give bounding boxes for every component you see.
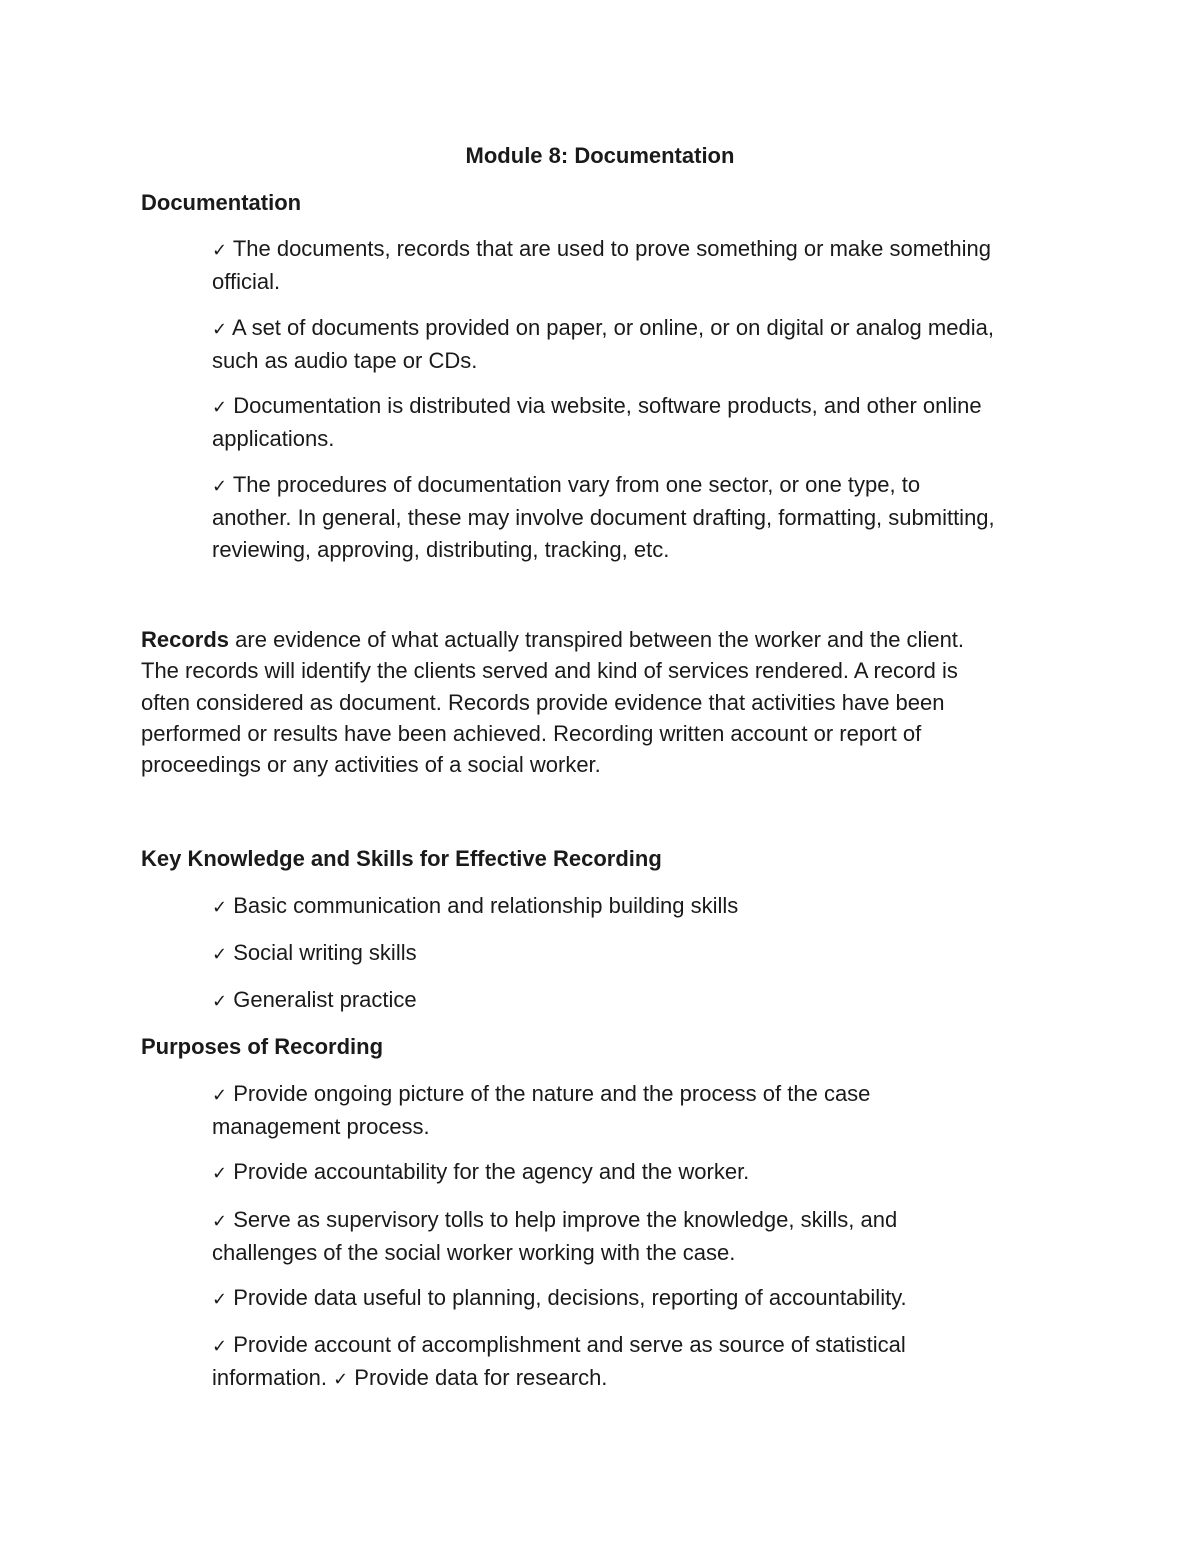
- checkmark-icon: ✓: [212, 1211, 228, 1232]
- bullet-item: ✓ The procedures of documentation vary from one sector, or one type, to another. In general, these may involve document drafting, formatting, submitting, reviewing, approving, distributing, tracking, etc.: [212, 472, 995, 562]
- bullet-item: ✓ Social writing skills: [212, 940, 417, 965]
- checkmark-icon: ✓: [212, 991, 228, 1012]
- bullet-item: ✓ The documents, records that are used to prove something or make something official.: [212, 236, 991, 295]
- bullet-item: ✓ Provide data useful to planning, decisions, reporting of accountability.: [212, 1285, 907, 1310]
- bullet-item: ✓ Serve as supervisory tolls to help improve the knowledge, skills, and challenges of the social worker working with the case.: [212, 1207, 898, 1266]
- checkmark-icon: ✓: [212, 397, 228, 418]
- checkmark-icon: ✓: [212, 1085, 228, 1106]
- section-heading-key-knowledge: Key Knowledge and Skills for Effective Recording: [141, 846, 662, 871]
- records-paragraph: Records are evidence of what actually transpired between the worker and the client. The records will identify the clients served and kind of services rendered. A record is often considered as document. Records provide evidence that activities have been performed or results have been achieved. Recording written account or report of proceedings or any activities of a social worker.: [141, 627, 965, 778]
- bullet-item: ✓ Provide ongoing picture of the nature and the process of the case management process.: [212, 1081, 871, 1140]
- checkmark-icon: ✓: [212, 1336, 228, 1357]
- bullet-item: ✓ A set of documents provided on paper, or online, or on digital or analog media, such as audio tape or CDs.: [212, 315, 994, 374]
- bullet-item: ✓ Documentation is distributed via website, software products, and other online applications.: [212, 393, 982, 452]
- checkmark-icon: ✓: [212, 476, 228, 497]
- section-heading-purposes: Purposes of Recording: [141, 1034, 384, 1059]
- bullet-item: ✓ Basic communication and relationship building skills: [212, 893, 739, 918]
- page-title: Module 8: Documentation: [465, 143, 735, 168]
- checkmark-icon: ✓: [333, 1369, 349, 1391]
- checkmark-icon: ✓: [212, 944, 228, 965]
- records-term: Records: [141, 627, 230, 652]
- bullet-item: ✓ Provide account of accomplishment and serve as source of statistical information. ✓ Provide data for research.: [212, 1332, 906, 1391]
- checkmark-icon: ✓: [212, 897, 228, 918]
- checkmark-icon: ✓: [212, 1163, 228, 1184]
- bullet-item: ✓ Provide accountability for the agency and the worker.: [212, 1159, 750, 1184]
- checkmark-icon: ✓: [212, 319, 228, 340]
- section-heading-documentation: Documentation: [141, 190, 302, 215]
- checkmark-icon: ✓: [212, 1289, 228, 1310]
- checkmark-icon: ✓: [212, 240, 228, 261]
- bullet-item: ✓ Generalist practice: [212, 987, 417, 1012]
